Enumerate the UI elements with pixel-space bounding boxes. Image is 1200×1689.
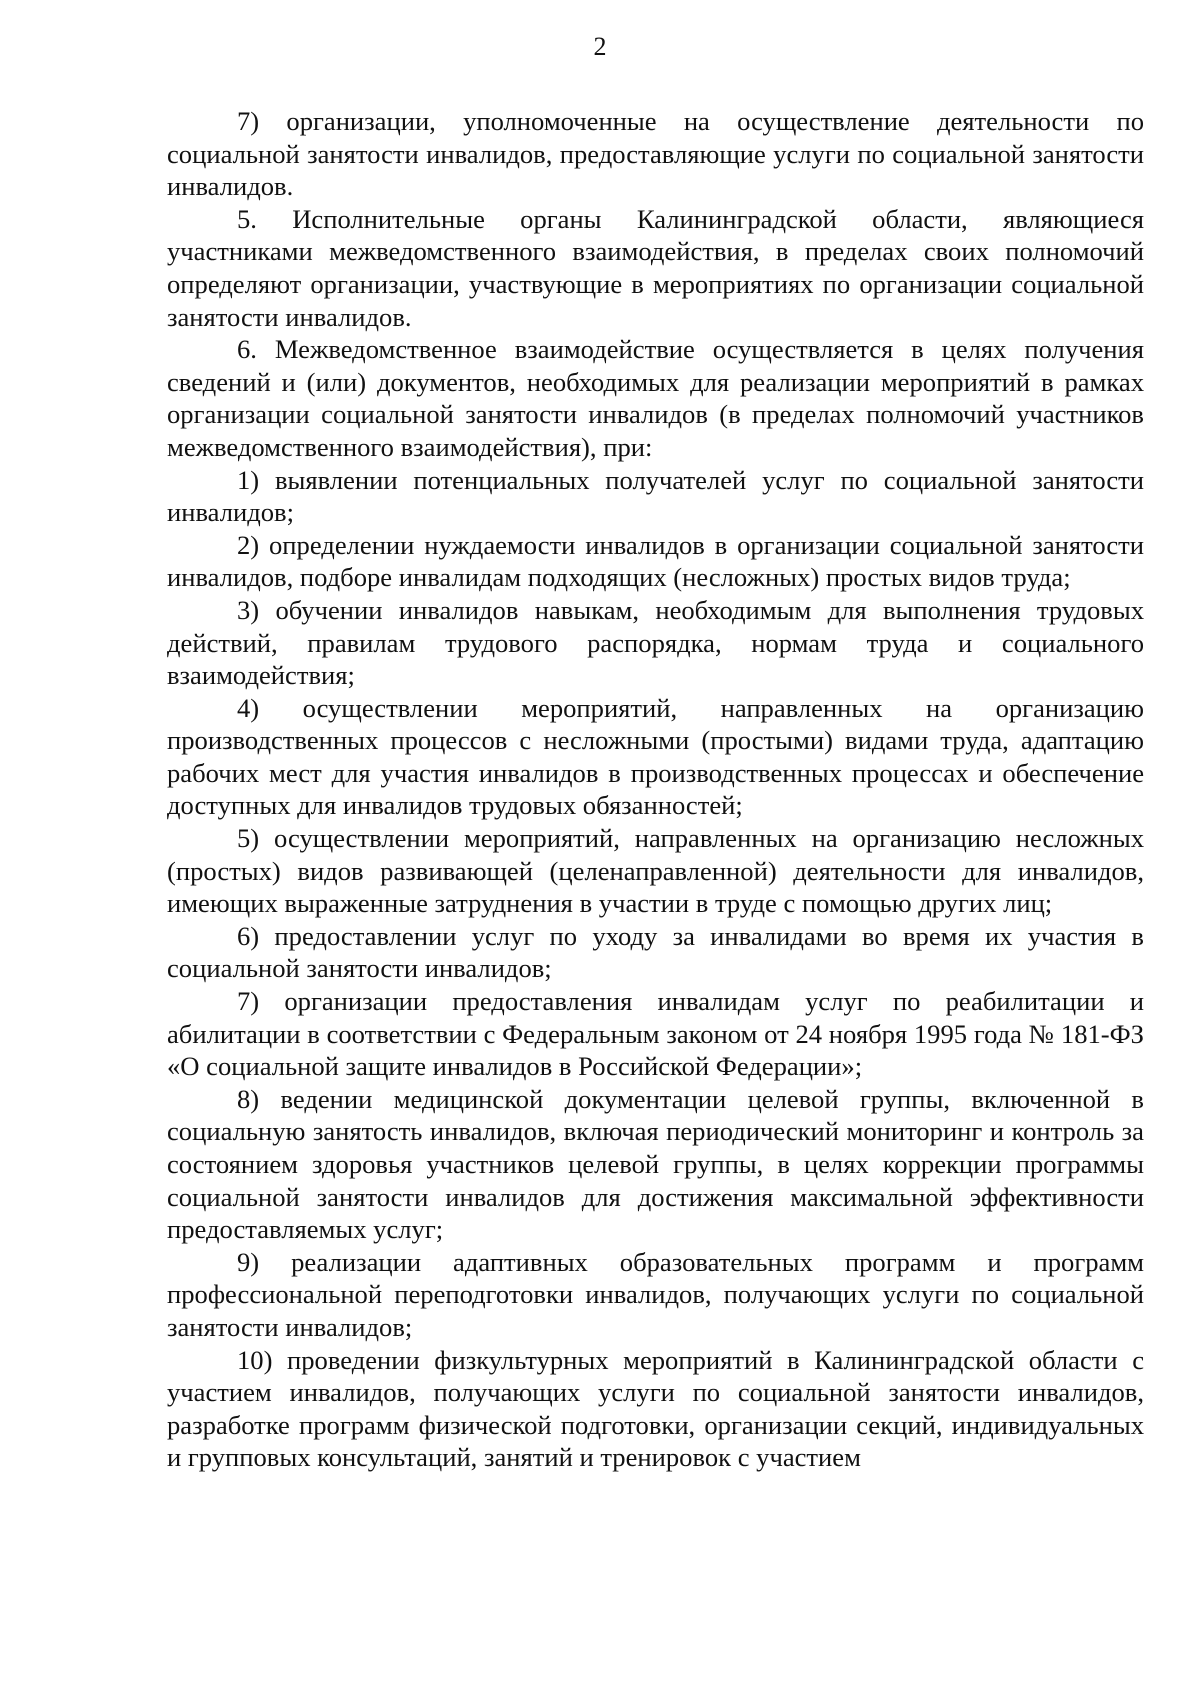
list-item-5: 5) осуществлении мероприятий, направленных на организацию несложных (простых) видов развивающей (целенаправленной) деятельности для инвалидов, имеющих выраженные затруднения в участии в труде с помощью других лиц;	[167, 823, 1144, 919]
list-item-6: 6) предоставлении услуг по уходу за инвалидами во время их участия в социальной занятости инвалидов;	[167, 920, 1144, 984]
document-body	[167, 105, 1144, 1474]
list-item-8: 8) ведении медицинской документации целевой группы, включенной в социальную занятость инвалидов, включая периодический мониторинг и контроль за состоянием здоровья участников целевой группы, в целях коррекции программы социальной занятости инвалидов для достижения максимальной эффективности предоставляемых услуг;	[167, 1083, 1144, 1245]
paragraph-item-7-organizations: 7) организации, уполномоченные на осуществление деятельности по социальной занятости инвалидов, предоставляющие услуги по социальной занятости инвалидов.	[167, 106, 1144, 202]
list-item-4: 4) осуществлении мероприятий, направленных на организацию производственных процессов с несложными (простыми) видами труда, адаптацию рабочих мест для участия инвалидов в производственных процессах и обеспечение доступных для инвалидов трудовых обязанностей;	[167, 692, 1144, 821]
list-item-2: 2) определении нуждаемости инвалидов в организации социальной занятости инвалидов, подборе инвалидам подходящих (несложных) простых видов труда;	[167, 529, 1144, 593]
list-item-1: 1) выявлении потенциальных получателей услуг по социальной занятости инвалидов;	[167, 464, 1144, 528]
list-item-7: 7) организации предоставления инвалидам услуг по реабилитации и абилитации в соответствии с Федеральным законом от 24 ноября 1995 года № 181-ФЗ «О социальной защите инвалидов в Российской Федерации»;	[167, 986, 1144, 1082]
paragraph-section-6: 6. Межведомственное взаимодействие осуществляется в целях получения сведений и (или) документов, необходимых для реализации мероприятий в рамках организации социальной занятости инвалидов (в пределах полномочий участников межведомственного взаимодействия), при:	[167, 334, 1144, 462]
list-item-3: 3) обучении инвалидов навыкам, необходимым для выполнения трудовых действий, правилам трудового распорядка, нормам труда и социального взаимодействия;	[167, 594, 1144, 691]
page-number: 2	[593, 32, 607, 61]
list-item-10: 10) проведении физкультурных мероприятий в Калининградской области с участием инвалидов, получающих услуги по социальной занятости инвалидов, разработке программ физической подготовки, организации секций, индивидуальных и групповых консультаций, занятий и тренировок с участием	[167, 1344, 1144, 1473]
paragraph-section-5: 5. Исполнительные органы Калининградской области, являющиеся участниками межведомственного взаимодействия, в пределах своих полномочий определяют организации, участвующие в мероприятиях по организации социальной занятости инвалидов.	[167, 203, 1144, 332]
list-item-9: 9) реализации адаптивных образовательных программ и программ профессиональной переподготовки инвалидов, получающих услуги по социальной занятости инвалидов;	[167, 1246, 1144, 1342]
